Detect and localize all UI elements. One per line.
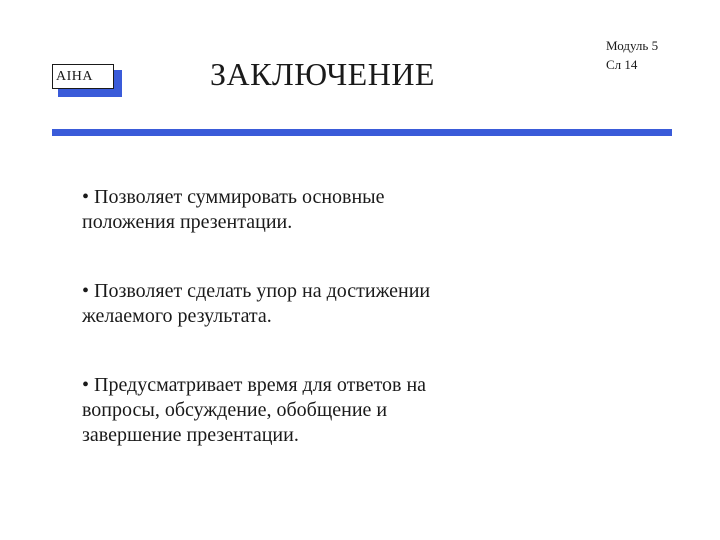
- bullet-line: • Позволяет сделать упор на достижении: [82, 280, 431, 302]
- module-label: Модуль 5: [606, 38, 659, 53]
- logo: [52, 64, 124, 98]
- slide-number: Сл 14: [606, 57, 638, 72]
- slide-meta: [606, 36, 658, 74]
- bullet-item: [82, 373, 582, 448]
- logo-text: AIHA: [56, 68, 93, 84]
- bullet-line: положения презентации.: [82, 211, 293, 233]
- bullet-item: [82, 185, 582, 235]
- bullet-line: желаемого результата.: [82, 305, 272, 327]
- bullet-line: завершение презентации.: [82, 424, 299, 446]
- bullet-line: • Предусматривает время для ответов на: [82, 374, 427, 396]
- page-title: ЗАКЛЮЧЕНИЕ: [210, 56, 435, 92]
- bullet-line: • Позволяет суммировать основные: [82, 186, 385, 208]
- logo-box: [52, 64, 114, 89]
- bullet-item: [82, 279, 582, 329]
- bullet-line: вопросы, обсуждение, обобщение и: [82, 399, 388, 421]
- bullet-list: [82, 185, 582, 448]
- header-divider: [52, 129, 672, 136]
